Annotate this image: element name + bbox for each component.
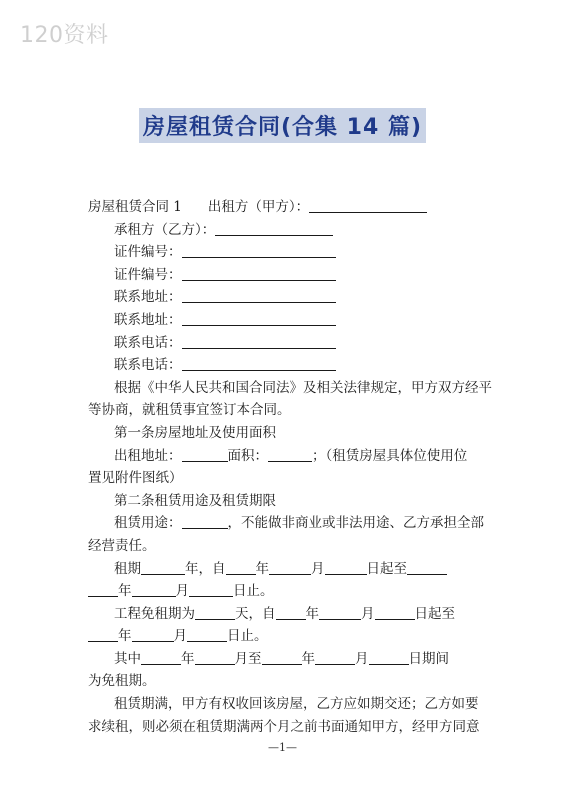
month-label: 月 <box>175 583 189 600</box>
from-to-label: 日起至 <box>366 560 407 577</box>
period-line <box>88 648 480 671</box>
address-line-2 <box>88 309 480 332</box>
blank <box>315 649 355 665</box>
phone-blank <box>182 355 336 371</box>
phone-line-1 <box>88 332 480 355</box>
end-label: 日止。 <box>227 628 268 645</box>
blank <box>187 626 227 642</box>
use-note: ，不能做非商业或非法用途、乙方承担全部 <box>227 515 484 532</box>
blank <box>88 626 118 642</box>
blank <box>262 649 302 665</box>
year-label: 年 <box>255 560 269 577</box>
id-label: 证件编号： <box>114 244 182 261</box>
area-label: 面积： <box>227 447 268 464</box>
phone-label: 联系电话： <box>114 357 182 374</box>
article-2-heading: 第二条租赁用途及租赁期限 <box>114 492 276 509</box>
term-line <box>88 558 480 581</box>
document-title <box>0 108 565 143</box>
blank <box>269 559 311 575</box>
from-label: ，自 <box>198 560 226 577</box>
blank <box>369 649 409 665</box>
blank <box>132 626 174 642</box>
blank <box>88 581 118 597</box>
blank <box>195 604 235 620</box>
free-days-label: 天，自 <box>235 605 276 622</box>
year-label: 年 <box>185 560 199 577</box>
blank <box>407 559 447 575</box>
id-blank <box>182 265 336 281</box>
address-blank <box>182 287 336 303</box>
paragraph-line: 租赁期满，甲方有权收回该房屋，乙方应如期交还；乙方如要 <box>114 696 479 713</box>
blank <box>226 559 256 575</box>
article-1-heading: 第一条房屋地址及使用面积 <box>114 424 276 441</box>
contract-body <box>88 196 492 738</box>
phone-blank <box>182 333 336 349</box>
phone-line-2 <box>88 354 480 377</box>
blank <box>375 604 415 620</box>
year-label: 年 <box>118 583 132 600</box>
rent-address-blank <box>182 446 228 462</box>
blank <box>141 559 185 575</box>
id-line-2 <box>88 264 480 287</box>
id-line-1 <box>88 241 480 264</box>
area-note-cont: 置见附件图纸） <box>88 470 183 487</box>
contract-title: 房屋租赁合同 1 <box>88 199 182 215</box>
blank <box>319 604 361 620</box>
paragraph-line: 根据《中华人民共和国合同法》及相关法律规定，甲方双方经平 <box>114 379 492 396</box>
blank <box>195 649 235 665</box>
blank <box>141 649 181 665</box>
lessor-label: 出租方（甲方）： <box>207 199 310 215</box>
area-blank <box>268 446 312 462</box>
address-blank <box>182 310 336 326</box>
year-label: 年 <box>305 605 319 622</box>
end-label: 日止。 <box>233 583 274 600</box>
contract-header-line <box>88 196 480 219</box>
month-label: 月 <box>355 650 369 667</box>
blank <box>189 581 233 597</box>
free-period-cont <box>88 625 480 648</box>
lessee-line <box>88 219 480 242</box>
use-blank <box>182 513 228 529</box>
from-to-label: 日起至 <box>414 605 455 622</box>
watermark-logo: 120资料 <box>20 23 109 48</box>
year-label: 年 <box>301 650 315 667</box>
year-label: 年 <box>118 628 132 645</box>
paragraph-line: 等协商，就租赁事宜签订本合同。 <box>88 402 291 419</box>
lessee-label: 承租方（乙方）： <box>114 221 216 238</box>
period-end-label: 日期间 <box>408 650 449 667</box>
address-line-1 <box>88 286 480 309</box>
use-note-cont: 经营责任。 <box>88 537 156 554</box>
month-label: 月 <box>361 605 375 622</box>
document-title-text: 房屋租赁合同(合集 14 篇) <box>139 108 426 143</box>
blank <box>276 604 306 620</box>
area-note: ；（租赁房屋具体位使用位 <box>312 447 468 464</box>
free-label: 工程免租期为 <box>114 605 195 622</box>
id-blank <box>182 242 336 258</box>
id-label: 证件编号： <box>114 266 182 283</box>
blank <box>325 559 367 575</box>
period-line-cont: 为免租期。 <box>88 673 156 690</box>
address-label: 联系地址： <box>114 289 182 306</box>
phone-label: 联系电话： <box>114 334 182 351</box>
free-period-line <box>88 603 480 626</box>
blank <box>132 581 176 597</box>
term-line-cont <box>88 580 480 603</box>
use-line <box>88 512 484 535</box>
period-label: 其中 <box>114 650 141 667</box>
rent-address-label: 出租地址： <box>114 447 182 464</box>
rent-address-line <box>88 445 480 468</box>
address-label: 联系地址： <box>114 311 182 328</box>
term-label: 租期 <box>114 560 141 577</box>
lessee-blank <box>215 220 333 236</box>
month-label: 月 <box>311 560 325 577</box>
lessor-blank <box>309 197 427 213</box>
year-label: 年 <box>181 650 195 667</box>
paragraph-line: 求续租，则必须在租赁期满两个月之前书面通知甲方，经甲方同意 <box>88 718 480 735</box>
use-label: 租赁用途： <box>114 515 182 532</box>
month-label: 月 <box>173 628 187 645</box>
page-number: —1— <box>268 741 297 754</box>
to-label: 月至 <box>234 650 262 667</box>
